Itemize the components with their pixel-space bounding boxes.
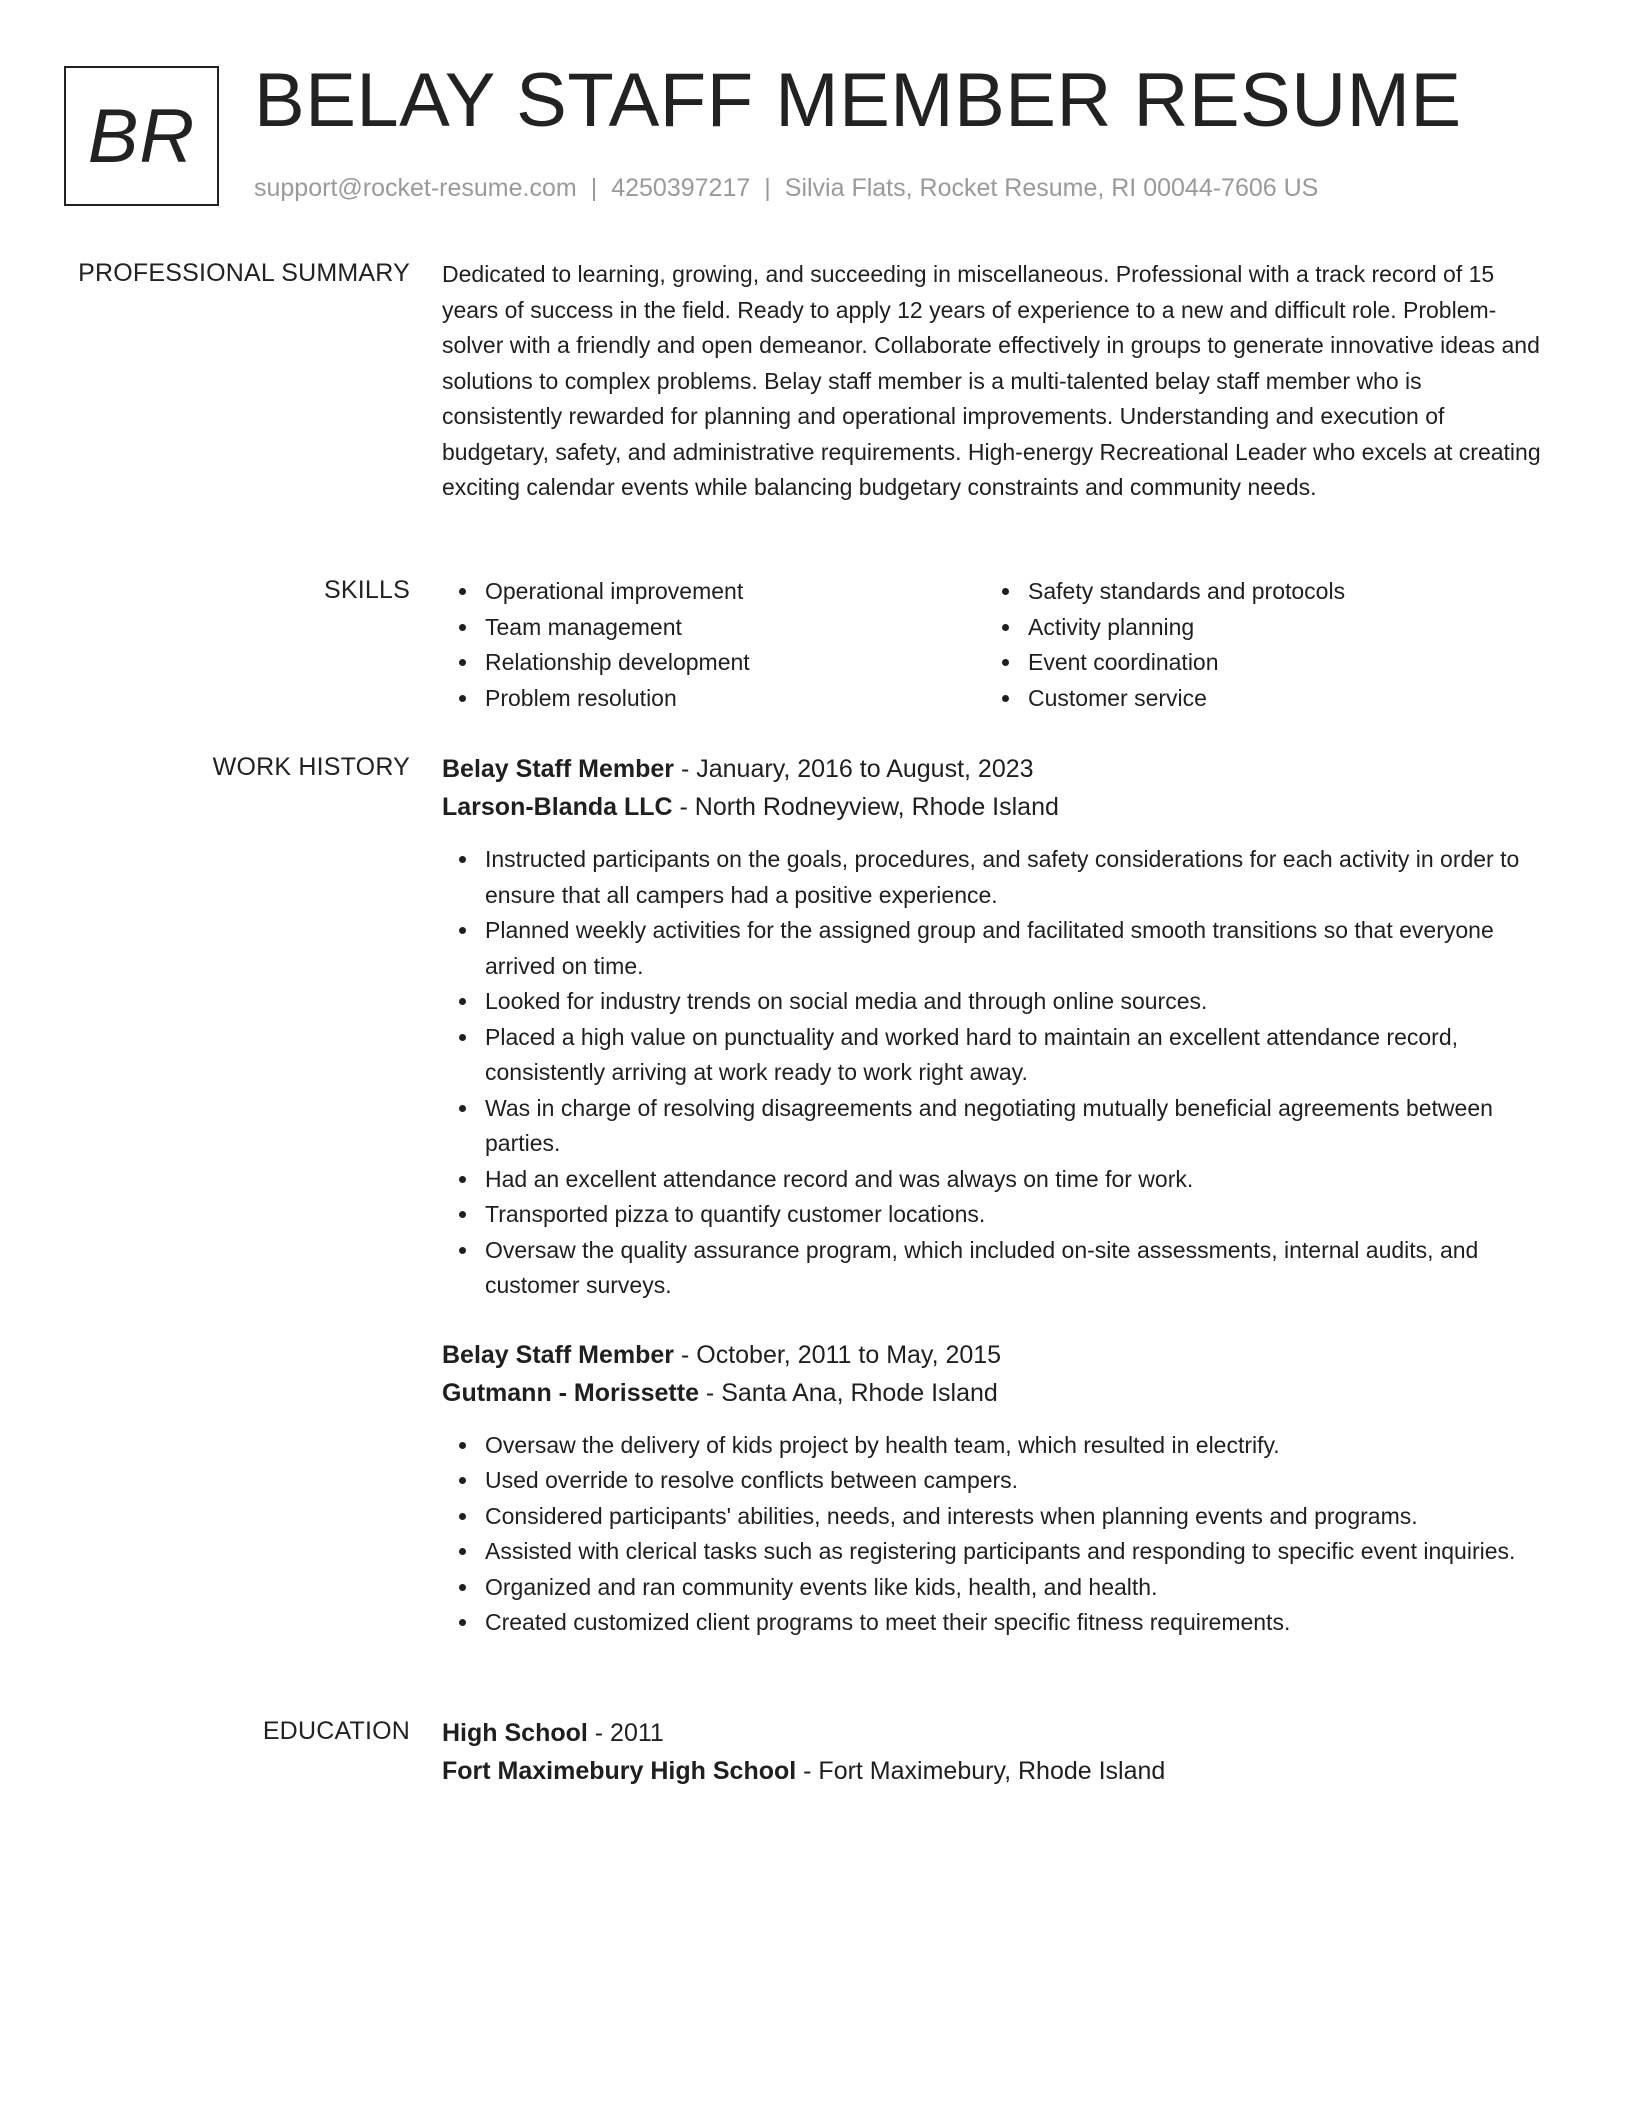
list-item: Planned weekly activities for the assigned group and facilitated smooth transitions so that everyone arrived on time. <box>442 913 1547 984</box>
list-item: Team management <box>442 610 985 646</box>
list-item: Transported pizza to quantify customer locations. <box>442 1197 1547 1233</box>
contact-phone: 4250397217 <box>611 174 751 202</box>
list-item: Instructed participants on the goals, procedures, and safety considerations for each activity in order to ensure that all campers had a positive experience. <box>442 842 1547 913</box>
monogram-logo: BR <box>64 66 219 206</box>
contact-email: support@rocket-resume.com <box>254 174 577 202</box>
job-dates: - January, 2016 to August, 2023 <box>674 755 1034 783</box>
list-item: Operational improvement <box>442 574 985 610</box>
contact-separator: | <box>764 174 771 202</box>
list-item: Safety standards and protocols <box>985 574 1528 610</box>
job-title: Belay Staff Member <box>442 755 675 783</box>
contact-separator: | <box>590 174 598 202</box>
list-item: Created customized client programs to meet their specific fitness requirements. <box>442 1605 1547 1641</box>
job-entry <box>442 1336 1547 1641</box>
work-history-heading: WORK HISTORY <box>212 753 410 781</box>
contact-address: Silvia Flats, Rocket Resume, RI 00044-7606 US <box>784 174 1319 202</box>
job-bullets <box>442 842 1547 1304</box>
list-item: Had an excellent attendance record and was always on time for work. <box>442 1162 1547 1198</box>
company-line <box>442 1374 1547 1412</box>
list-item: Considered participants' abilities, needs, and interests when planning events and programs. <box>442 1499 1547 1535</box>
job-entry <box>442 750 1547 1304</box>
skills-list-right <box>985 574 1528 716</box>
list-item: Relationship development <box>442 645 985 681</box>
summary-body <box>442 257 1547 506</box>
list-item: Oversaw the delivery of kids project by health team, which resulted in electrify. <box>442 1428 1547 1464</box>
company-name: Gutmann - Morissette <box>442 1378 699 1407</box>
company-location: - Santa Ana, Rhode Island <box>698 1378 998 1407</box>
contact-line <box>254 172 1318 204</box>
company-location: - North Rodneyview, Rhode Island <box>672 793 1059 821</box>
list-item: Assisted with clerical tasks such as registering participants and responding to specific event inquiries. <box>442 1534 1547 1570</box>
list-item: Customer service <box>985 681 1528 717</box>
list-item: Used override to resolve conflicts between campers. <box>442 1463 1547 1499</box>
degree-line <box>442 1714 1547 1752</box>
company-line <box>442 788 1547 826</box>
skills-list-left <box>442 574 985 716</box>
job-dates: - October, 2011 to May, 2015 <box>674 1340 1002 1369</box>
degree-year: - 2011 <box>587 1719 664 1747</box>
company-name: Larson-Blanda LLC <box>442 793 673 821</box>
page-title: BELAY STAFF MEMBER RESUME <box>254 58 1462 143</box>
list-item: Placed a high value on punctuality and worked hard to maintain an excellent attendance record, consistently arriving at work ready to work right away. <box>442 1020 1547 1091</box>
skills-body <box>442 574 1547 716</box>
job-bullets <box>442 1428 1547 1641</box>
work-history-body <box>442 750 1547 1641</box>
list-item: Was in charge of resolving disagreements and negotiating mutually beneficial agreements between parties. <box>442 1091 1547 1162</box>
list-item: Event coordination <box>985 645 1528 681</box>
job-title: Belay Staff Member <box>442 1340 675 1369</box>
school-name: Fort Maximebury High School <box>442 1757 797 1785</box>
skills-grid <box>442 574 1547 716</box>
education-heading: EDUCATION <box>262 1717 410 1745</box>
skills-heading: SKILLS <box>324 576 410 604</box>
summary-heading: PROFESSIONAL SUMMARY <box>78 259 410 287</box>
list-item: Oversaw the quality assurance program, which included on-site assessments, internal audits, and customer surveys. <box>442 1233 1547 1304</box>
degree-name: High School <box>442 1719 588 1747</box>
education-body <box>442 1714 1547 1790</box>
job-title-line <box>442 1336 1547 1374</box>
list-item: Problem resolution <box>442 681 985 717</box>
job-title-line <box>442 750 1547 788</box>
school-location: - Fort Maximebury, Rhode Island <box>796 1757 1166 1785</box>
summary-text: Dedicated to learning, growing, and succeeding in miscellaneous. Professional with a track record of 15 years of success in the field. Ready to apply 12 years of experience to a new and difficult role. Problem-solver with a friendly and open demeanor. Collaborate effectively in groups to generate innovative ideas and solutions to complex problems. Belay staff member is a multi-talented belay staff member who is consistently rewarded for planning and operational improvements. Understanding and execution of budgetary, safety, and administrative requirements. High-energy Recreational Leader who excels at creating exciting calendar events while balancing budgetary constraints and community needs. <box>442 261 1541 500</box>
list-item: Organized and ran community events like kids, health, and health. <box>442 1570 1547 1606</box>
school-line <box>442 1752 1547 1790</box>
list-item: Activity planning <box>985 610 1528 646</box>
list-item: Looked for industry trends on social media and through online sources. <box>442 984 1547 1020</box>
